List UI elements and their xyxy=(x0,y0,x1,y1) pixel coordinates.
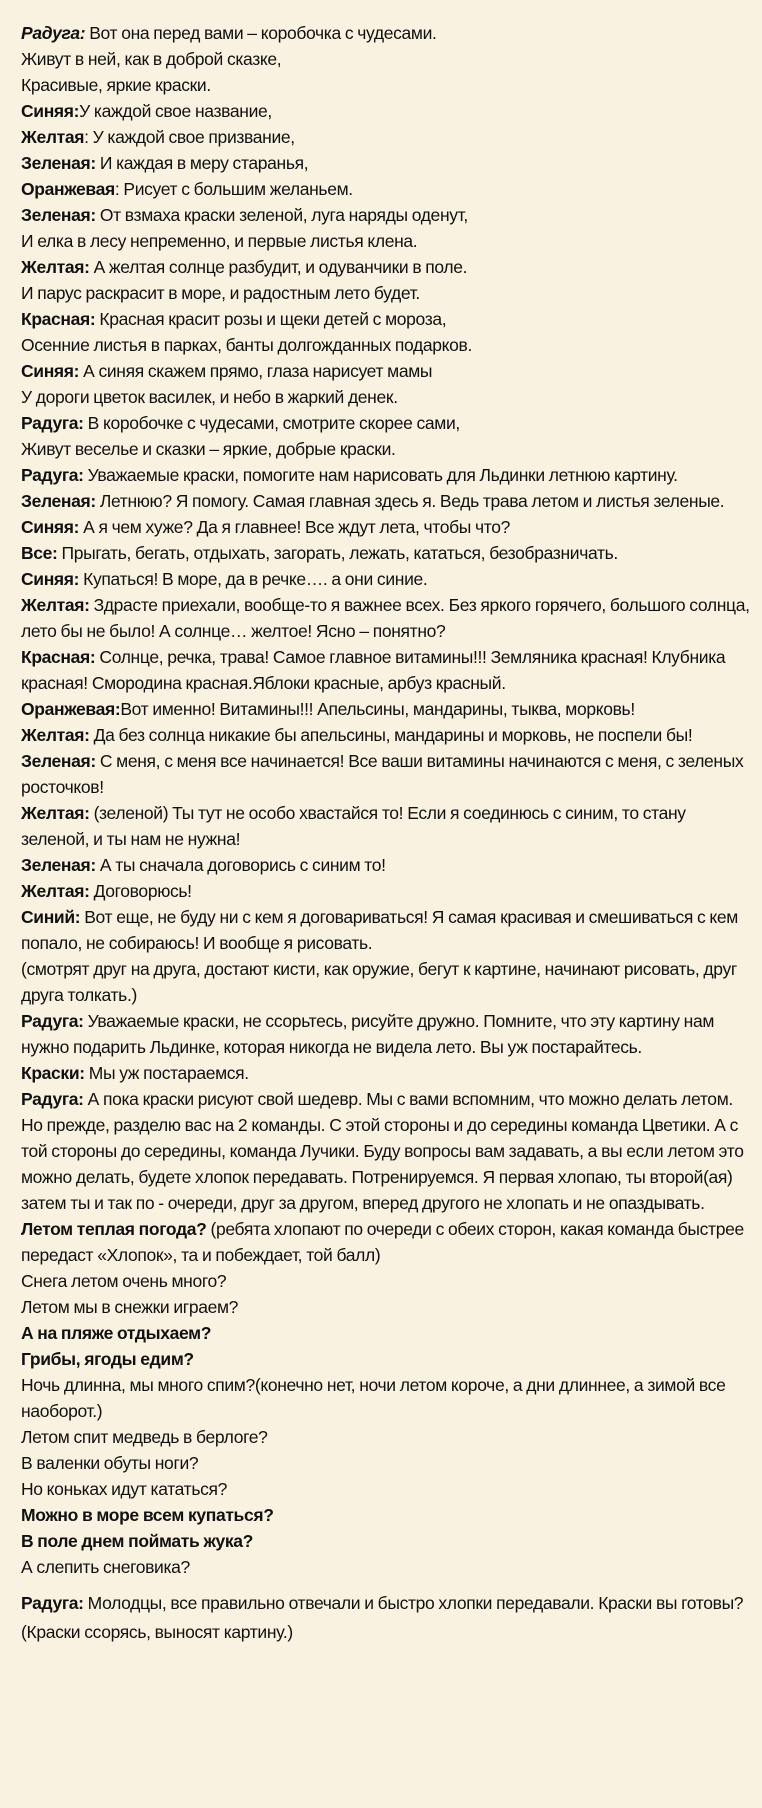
speaker-name: Радуга: xyxy=(21,23,86,43)
line-text: Да без солнца никакие бы апельсины, мандарины и морковь, не поспели бы! xyxy=(89,725,693,745)
speaker-name: Краски: xyxy=(21,1063,85,1083)
line-text: (Краски ссорясь, выносят картину.) xyxy=(21,1622,293,1642)
speaker-name: Желтая: xyxy=(21,595,90,615)
dialogue-line xyxy=(21,46,751,72)
dialogue-line xyxy=(21,1372,751,1424)
line-text: Летом мы в снежки играем? xyxy=(21,1297,239,1317)
line-text: Ночь длинна, мы много спим?(конечно нет, ночи летом короче, а дни длиннее, а зимой все наоборот.) xyxy=(21,1375,726,1421)
dialogue-line xyxy=(21,514,751,540)
speaker-name: Желтая xyxy=(21,127,85,147)
line-text: (зеленой) Ты тут не особо хвастайся то! Если я соединюсь с синим, то стану зеленой, и ты нам не нужна! xyxy=(21,803,686,849)
dialogue-line xyxy=(21,124,751,150)
speaker-name: Синяя: xyxy=(21,569,80,589)
speaker-name: Радуга: xyxy=(21,1011,84,1031)
dialogue-line xyxy=(21,72,751,98)
line-text: Здрасте приехали, вообще-то я важнее всех. Без яркого горячего, большого солнца, лето бы не было! А солнце… желтое! Ясно – понятно? xyxy=(21,595,750,641)
line-text: Мы уж постараемся. xyxy=(84,1063,249,1083)
line-text: Красивые, яркие краски. xyxy=(21,75,211,95)
dialogue-lines xyxy=(21,20,751,1580)
dialogue-line xyxy=(21,1294,751,1320)
speaker-name: Зеленая: xyxy=(21,153,96,173)
dialogue-line xyxy=(21,748,751,800)
dialogue-line xyxy=(21,904,751,956)
speaker-name: Оранжевая: xyxy=(21,699,121,719)
dialogue-line xyxy=(21,644,751,696)
line-text: А слепить снеговика? xyxy=(21,1557,190,1577)
speaker-name: Радуга: xyxy=(21,465,84,485)
dialogue-line xyxy=(21,1320,751,1346)
dialogue-line xyxy=(21,98,751,124)
speaker-name: Радуга: xyxy=(21,1089,84,1109)
line-text: В поле днем поймать жука? xyxy=(21,1531,254,1551)
dialogue-line xyxy=(21,1268,751,1294)
line-text: Солнце, речка, трава! Самое главное витамины!!! Земляника красная! Клубника красная! Смородина красная.Яблоки красные, арбуз красный. xyxy=(21,647,726,693)
dialogue-line xyxy=(21,878,751,904)
line-text: А синяя скажем прямо, глаза нарисует мамы xyxy=(79,361,433,381)
line-text: В валенки обуты ноги? xyxy=(21,1453,199,1473)
speaker-name: Желтая: xyxy=(21,881,90,901)
dialogue-line xyxy=(21,1554,751,1580)
line-text: (ребята хлопают по очереди с обеих сторон, какая команда быстрее передаст «Хлопок», та и побеждает, той балл) xyxy=(21,1219,744,1265)
dialogue-line xyxy=(21,1086,751,1216)
dialogue-line xyxy=(21,800,751,852)
dialogue-line xyxy=(21,358,751,384)
dialogue-line xyxy=(21,384,751,410)
line-text: И каждая в меру старанья, xyxy=(95,153,309,173)
dialogue-line xyxy=(21,540,751,566)
speaker-name: Синяя: xyxy=(21,517,80,537)
dialogue-line xyxy=(21,956,751,1008)
speaker-name: Зеленая: xyxy=(21,855,96,875)
line-text: (смотрят друг на друга, достают кисти, как оружие, бегут к картине, начинают рисовать, друг друга толкать.) xyxy=(21,959,737,1005)
dialogue-line xyxy=(21,436,751,462)
dialogue-line xyxy=(21,1528,751,1554)
dialogue-line xyxy=(21,176,751,202)
speaker-name: Синяя: xyxy=(21,101,80,121)
speaker-name: Зеленая: xyxy=(21,491,96,511)
speaker-name: Оранжевая xyxy=(21,179,115,199)
line-text: : У каждой свое призвание, xyxy=(84,127,295,147)
line-text: Вот она перед вами – коробочка с чудесами. xyxy=(85,23,437,43)
dialogue-line xyxy=(21,254,751,280)
line-text: Уважаемые краски, не ссорьтесь, рисуйте дружно. Помните, что эту картину нам нужно подарить Льдинке, которая никогда не видела лето. Вы уж постарайтесь. xyxy=(21,1011,715,1057)
line-text: Прыгать, бегать, отдыхать, загорать, лежать, кататься, безобразничать. xyxy=(57,543,618,563)
dialogue-line xyxy=(21,1589,751,1618)
script-document xyxy=(21,20,751,1647)
line-text: Договорюсь! xyxy=(89,881,192,901)
line-text: А я чем хуже? Да я главнее! Все ждут лета, чтобы что? xyxy=(79,517,511,537)
line-text: Уважаемые краски, помогите нам нарисовать для Льдинки летнюю картину. xyxy=(83,465,678,485)
dialogue-line xyxy=(21,202,751,228)
line-text: Летом спит медведь в берлоге? xyxy=(21,1427,268,1447)
line-text: От взмаха краски зеленой, луга наряды оденут, xyxy=(95,205,468,225)
line-text: Грибы, ягоды едим? xyxy=(21,1349,194,1369)
speaker-name: Зеленая: xyxy=(21,751,96,771)
dialogue-line xyxy=(21,852,751,878)
dialogue-line xyxy=(21,228,751,254)
dialogue-line xyxy=(21,566,751,592)
dialogue-line xyxy=(21,592,751,644)
dialogue-line xyxy=(21,1346,751,1372)
speaker-name: Желтая: xyxy=(21,725,90,745)
dialogue-line xyxy=(21,332,751,358)
line-text: Можно в море всем купаться? xyxy=(21,1505,274,1525)
dialogue-line xyxy=(21,280,751,306)
line-text: А ты сначала договорись с синим то! xyxy=(95,855,386,875)
line-text: В коробочке с чудесами, смотрите скорее сами, xyxy=(83,413,460,433)
dialogue-line xyxy=(21,696,751,722)
dialogue-line xyxy=(21,150,751,176)
line-text: А на пляже отдыхаем? xyxy=(21,1323,212,1343)
dialogue-line xyxy=(21,306,751,332)
line-text: : Рисует с большим желаньем. xyxy=(114,179,353,199)
speaker-name: Желтая: xyxy=(21,257,90,277)
dialogue-line xyxy=(21,1008,751,1060)
line-text: А желтая солнце разбудит, и одуванчики в поле. xyxy=(89,257,468,277)
dialogue-line xyxy=(21,488,751,514)
dialogue-line xyxy=(21,1476,751,1502)
line-text: И елка в лесу непременно, и первые листья клена. xyxy=(21,231,418,251)
speaker-name: Все: xyxy=(21,543,58,563)
line-text: Купаться! В море, да в речке…. а они синие. xyxy=(79,569,428,589)
line-text: Вот еще, не буду ни с кем я договариваться! Я самая красивая и смешиваться с кем попало, не собираюсь! И вообще я рисовать. xyxy=(21,907,738,953)
speaker-name: Летом теплая погода? xyxy=(21,1219,207,1239)
line-text: Молодцы, все правильно отвечали и быстро хлопки передавали. Краски вы готовы? xyxy=(83,1593,744,1613)
speaker-name: Красная: xyxy=(21,309,96,329)
line-text: С меня, с меня все начинается! Все ваши витамины начинаются с меня, с зеленых росточков! xyxy=(21,751,744,797)
dialogue-line xyxy=(21,1502,751,1528)
speaker-name: Радуга: xyxy=(21,413,84,433)
speaker-name: Зеленая: xyxy=(21,205,96,225)
line-text: И парус раскрасит в море, и радостным лето будет. xyxy=(21,283,420,303)
line-text: Осенние листья в парках, банты долгожданных подарков. xyxy=(21,335,472,355)
line-text: У каждой свое название, xyxy=(79,101,272,121)
speaker-name: Желтая: xyxy=(21,803,90,823)
line-text: А пока краски рисуют свой шедевр. Мы с вами вспомним, что можно делать летом. Но прежде, разделю вас на 2 команды. С этой стороны и до середины команда Цветики. А с той стороны до середины, команда Лучики. Буду вопросы вам задавать, а вы если летом это можно делать, будете хлопок передавать. Потренируемся. Я первая хлопаю, ты второй(ая) затем ты и так по - очереди, друг за другом, вперед другого не хлопать и не опаздывать. xyxy=(21,1089,744,1213)
speaker-name: Радуга: xyxy=(21,1593,84,1613)
line-text: Живут в ней, как в доброй сказке, xyxy=(21,49,282,69)
dialogue-line xyxy=(21,1450,751,1476)
dialogue-line xyxy=(21,1424,751,1450)
dialogue-line xyxy=(21,462,751,488)
speaker-name: Синий: xyxy=(21,907,81,927)
line-text: Живут веселье и сказки – яркие, добрые краски. xyxy=(21,439,396,459)
dialogue-line xyxy=(21,20,751,46)
dialogue-line xyxy=(21,1060,751,1086)
dialogue-line xyxy=(21,1216,751,1268)
speaker-name: Синяя: xyxy=(21,361,80,381)
line-text: Но коньках идут кататься? xyxy=(21,1479,227,1499)
final-dialogue xyxy=(21,1589,751,1647)
line-text: Снега летом очень много? xyxy=(21,1271,227,1291)
dialogue-line xyxy=(21,1618,751,1647)
dialogue-line xyxy=(21,410,751,436)
line-text: У дороги цветок василек, и небо в жаркий денек. xyxy=(21,387,398,407)
line-text: Летнюю? Я помогу. Самая главная здесь я. Ведь трава летом и листья зеленые. xyxy=(95,491,725,511)
line-text: Вот именно! Витамины!!! Апельсины, мандарины, тыква, морковь! xyxy=(120,699,635,719)
line-text: Красная красит розы и щеки детей с мороза, xyxy=(95,309,447,329)
speaker-name: Красная: xyxy=(21,647,96,667)
dialogue-line xyxy=(21,722,751,748)
